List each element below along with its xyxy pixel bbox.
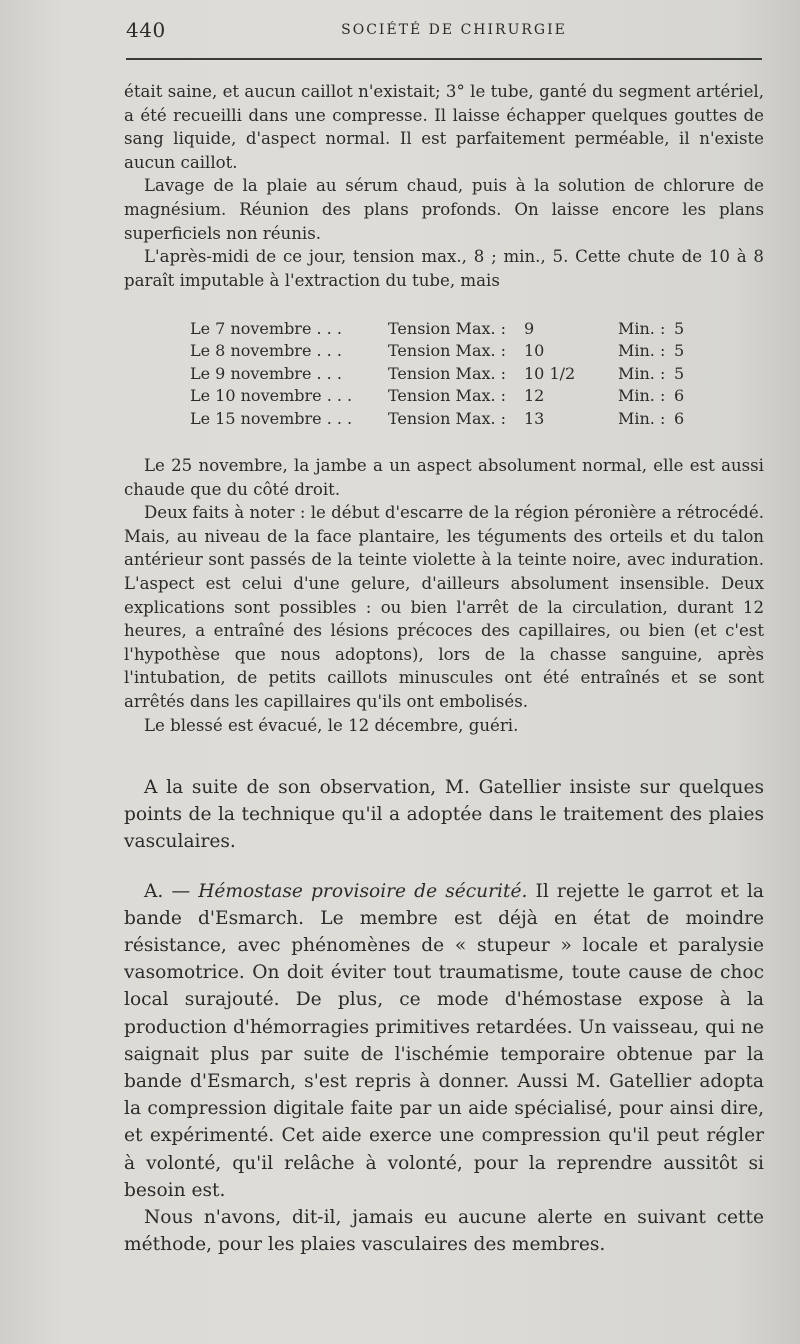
paragraph: Le blessé est évacué, le 12 décembre, guéri. [144,715,519,735]
tension-min-value: 6 [674,408,685,428]
case-report-top [124,80,764,292]
paragraph: Deux faits à noter : le début d'escarre de la région péronière a rétrocédé. Mais, au niveau de la face plantaire, les téguments des orteils et du talon antérieur sont passés de la teinte violette à la teinte noire, avec induration. L'aspect est celui d'une gelure, d'ailleurs absolument insensible. Deux explications sont possibles : ou bien l'arrêt de la circulation, durant 12 heures, a entraîné des lésions précoces des capillaires, ou bien (et c'est l'hypothèse que nous adoptons), lors de la chasse sanguine, après l'intubation, de petits caillots minuscules ont été entraînés et se sont arrêtés dans les capillaires qu'ils ont embolisés. [124,503,764,711]
tension-label: Tension Max. : [388,363,507,383]
row-day: Le 7 novembre . . . [190,319,342,338]
tension-max-value: 10 1/2 [524,363,576,383]
tension-min-value: 5 [674,319,685,338]
table-row [190,363,730,385]
tension-min-value: 5 [674,341,685,361]
row-day: Le 15 novembre . . . [190,408,353,428]
page-number: 440 [126,18,166,42]
tension-label: Tension Max. : [388,319,507,338]
tension-max-value: 13 [524,408,545,428]
paragraph: Le 25 novembre, la jambe a un aspect absolument normal, elle est aussi chaude que du côté droit. [124,456,764,499]
min-label: Min. : [618,341,666,361]
tension-max-value: 9 [524,319,535,338]
paragraph: L'après-midi de ce jour, tension max., 8 ; min., 5. Cette chute de 10 à 8 paraît imputable à l'extraction du tube, mais [124,247,764,290]
table-row [190,408,730,430]
tension-label: Tension Max. : [388,386,507,406]
paragraph: était saine, et aucun caillot n'existait; 3° le tube, ganté du segment artériel, a été recueilli dans une compresse. Il laisse échapper quelques gouttes de sang liquide, d'aspect normal. Il est parfaitement perméable, il n'existe aucun caillot. [124,82,764,172]
case-report-middle [124,454,764,737]
table-row [190,340,730,362]
running-head: SOCIÉTÉ DE CHIRURGIE [341,22,567,38]
min-label: Min. : [618,363,666,383]
section-a-text: Il rejette le garrot et la bande d'Esmarch. Le membre est déjà en état de moindre résistance, avec phénomènes de « stupeur » locale et paralysie vasomotrice. On doit éviter tout traumatisme, toute cause de choc local surajouté. De plus, ce mode d'hémostase expose à la production d'hémorragies primitives retardées. Un vaisseau, qui ne saignait plus par suite de l'ischémie temporaire obtenue par la bande d'Esmarch, s'est repris à donner. Aussi M. Gatellier adopta la compression digitale faite par un aide spécialisé, pour ainsi dire, et expérimenté. Cet aide exerce une compression qu'il peut régler à volonté, qu'il relâche à volonté, pour la reprendre aussitôt si besoin est. [124,880,764,1201]
section-a-label: A. — [144,880,199,902]
paragraph: Lavage de la plaie au sérum chaud, puis à la solution de chlorure de magnésium. Réunion des plans profonds. On laisse encore les plans superficiels non réunis. [124,176,764,243]
tension-max-value: 10 [524,341,545,361]
row-day: Le 10 novembre . . . [190,386,353,406]
paragraph: A la suite de son observation, M. Gatellier insiste sur quelques points de la technique qu'il a adoptée dans le traitement des plaies vasculaires. [124,777,764,853]
table-row [190,318,730,340]
tension-max-value: 12 [524,386,545,406]
section-a-paragraph [124,878,764,1204]
min-label: Min. : [618,319,666,338]
min-label: Min. : [618,386,666,406]
row-day: Le 9 novembre . . . [190,363,342,383]
row-day: Le 8 novembre . . . [190,341,342,361]
tension-min-value: 6 [674,386,685,406]
min-label: Min. : [618,408,666,428]
discussion [124,774,764,1258]
paragraph: Nous n'avons, dit-il, jamais eu aucune alerte en suivant cette méthode, pour les plaies vasculaires des membres. [124,1207,764,1256]
table-row [190,385,730,407]
tension-min-value: 5 [674,363,685,383]
section-a-title: Hémostase provisoire de sécurité. [198,880,528,902]
page-header [126,16,762,44]
tension-table [190,318,730,430]
tension-label: Tension Max. : [388,341,507,361]
tension-label: Tension Max. : [388,408,507,428]
header-rule [126,58,762,60]
